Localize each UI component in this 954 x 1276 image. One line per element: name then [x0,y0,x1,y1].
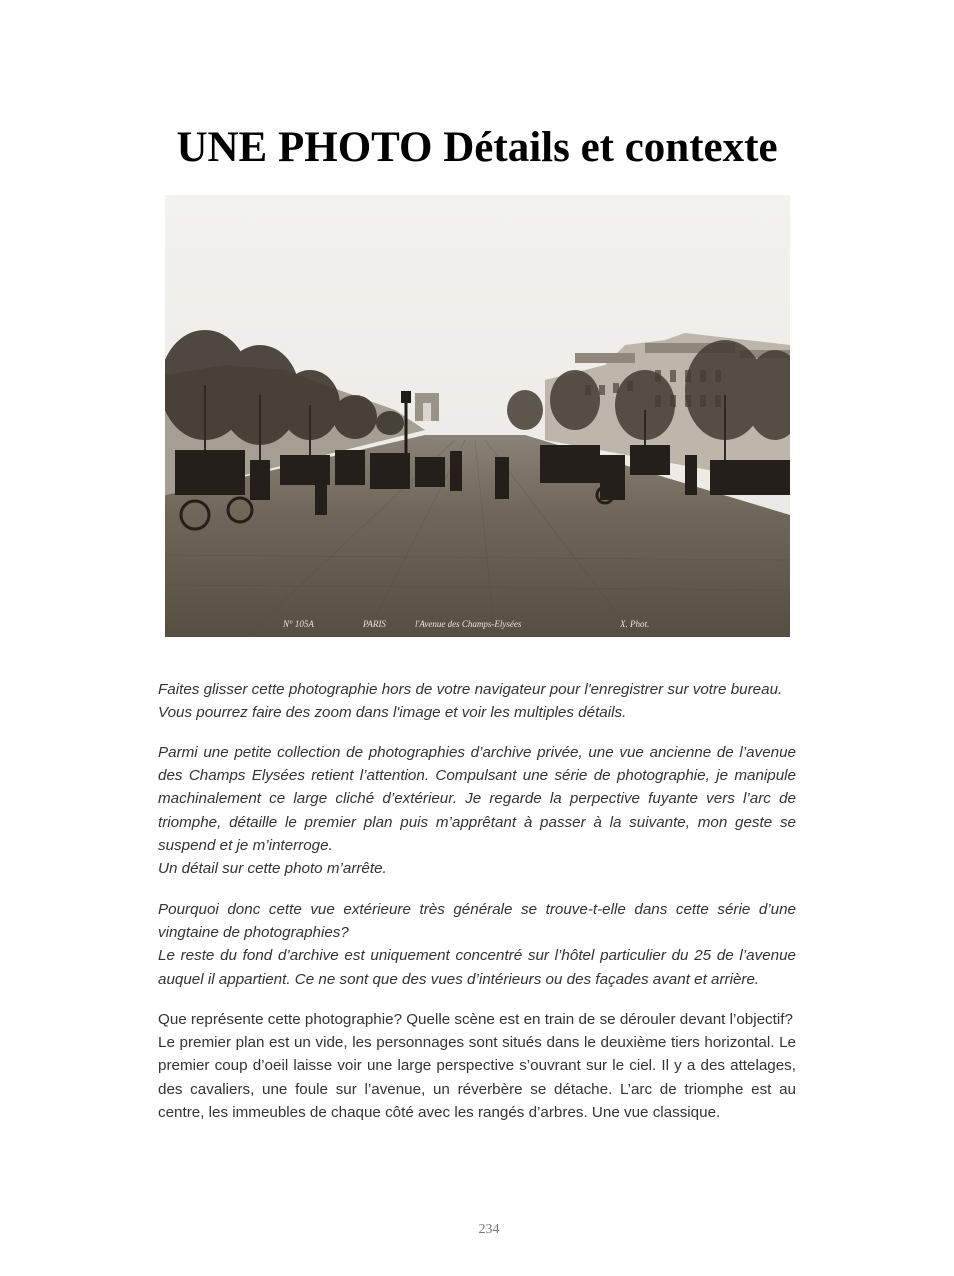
photo-caption-place: l'Avenue des Champs-Elysées [415,619,522,629]
intro-paragraph [158,678,796,724]
paragraph-text: Que représente cette photographie? Quelle scène est en train de se dérouler devant l’objectif? [158,1011,793,1028]
paragraph-1 [158,741,796,880]
photo-caption-number: N° 105A [283,619,314,629]
photo-illustration [165,195,790,637]
intro-line: Faites glisser cette photographie hors de votre navigateur pour l'enregistrer sur votre bureau. [158,681,783,698]
photo-caption-city: PARIS [363,619,386,629]
page-title: UNE PHOTO Détails et contexte [176,124,778,171]
page-number: 234 [478,1222,500,1237]
paragraph-text: Pourquoi donc cette vue extérieure très générale se trouve-t-elle dans cette série d’une vingtaine de photographies? [158,901,796,942]
intro-line: Vous pourrez faire des zoom dans l'image et voir les multiples détails. [158,704,627,722]
paragraph-text: Le premier plan est un vide, les personnages sont situés dans le deuxième tiers horizontal. Le premier coup d’oeil laisse voir une large perspective s’ouvrant sur le ciel. Il y a des attelages, des cavaliers, une foule sur l’avenue, un réverbère se détache. L’arc de triomphe est au centre, les immeubles de chaque côté avec les rangés d’arbres. Une vue classique. [158,1034,796,1121]
paragraph-text: Parmi une petite collection de photographies d’archive privée, une vue ancienne de l’avenue des Champs Elysées retient l’attention. Compulsant une série de photographie, je manipule machinalement ce large cliché d’extérieur. Je regarde la perpective fuyante vers l’arc de triomphe, détaille le premier plan puis m’apprêtant à passer à la suivante, mon geste se suspend et je m’interroge. [158,744,796,854]
photo-caption-author: X. Phot. [620,619,650,629]
paragraph-text: Un détail sur cette photo m’arrête. [158,860,387,878]
archive-photograph[interactable] [165,195,790,637]
paragraph-2 [158,898,796,991]
photo-caption [165,619,790,633]
paragraph-3 [158,1008,796,1124]
paragraph-text: Le reste du fond d’archive est uniquement concentré sur l’hôtel particulier du 25 de l’avenue auquel il appartient. Ce ne sont que des vues d’intérieurs ou des façades avant et arrière. [158,947,796,988]
